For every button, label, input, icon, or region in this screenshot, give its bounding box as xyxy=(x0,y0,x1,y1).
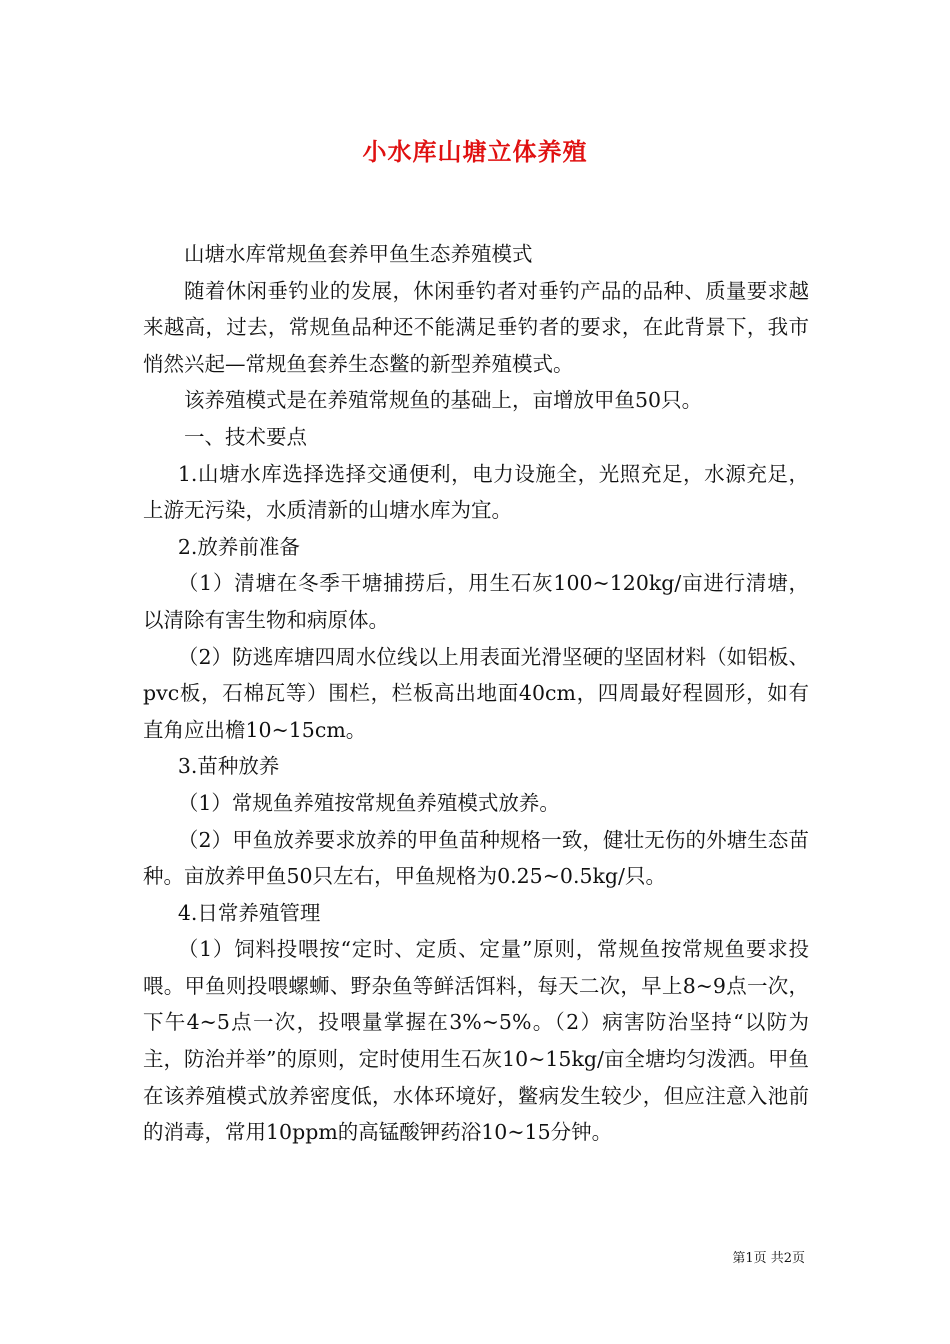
page-number: 第1页 共2页 xyxy=(732,1251,805,1266)
document-title: 小水库山塘立体养殖 xyxy=(362,137,588,166)
paragraph-intro: 随着休闲垂钓业的发展，休闲垂钓者对垂钓产品的品种、质量要求越来越高，过去，常规鱼品种还不能满足垂钓者的要求，在此背景下，我市悄然兴起—常规鱼套养生态鳖的新型养殖模式。 xyxy=(143,278,809,376)
subheading-stocking: 3.苗种放养 xyxy=(177,754,280,779)
section-heading-tech: 一、技术要点 xyxy=(184,424,307,449)
paragraph-turtle-stocking: （2）甲鱼放养要求放养的甲鱼苗种规格一致，健壮无伤的外塘生态苗种。亩放养甲鱼50只左右，甲鱼规格为0.25~0.5kg/只。 xyxy=(143,827,809,889)
paragraph-subtitle: 山塘水库常规鱼套养甲鱼生态养殖模式 xyxy=(184,242,533,266)
paragraph-escape-prevention: （2）防逃库塘四周水位线以上用表面光滑坚硬的坚固材料（如铝板、pvc板，石棉瓦等）围栏，栏板高出地面40cm，四周最好程圆形，如有直角应出檐10~15cm。 xyxy=(143,644,809,742)
document-body xyxy=(143,236,809,1151)
paragraph-site-selection: 1.山塘水库选择选择交通便利，电力设施全，光照充足，水源充足，上游无污染，水质清新的山塘水库为宜。 xyxy=(143,461,809,523)
subheading-daily-management: 4.日常养殖管理 xyxy=(177,900,321,925)
subheading-preparation: 2.放养前准备 xyxy=(177,534,300,559)
paragraph-mode: 该养殖模式是在养殖常规鱼的基础上，亩增放甲鱼50只。 xyxy=(184,388,703,413)
paragraph-regular-fish: （1）常规鱼养殖按常规鱼养殖模式放养。 xyxy=(177,790,560,815)
paragraph-feeding-disease: （1）饲料投喂按“定时、定质、定量”原则，常规鱼按常规鱼要求投喂。甲鱼则投喂螺蛳、野杂鱼等鲜活饵料，每天二次，早上8~9点一次，下午4~5点一次，投喂量掌握在3%~5%。（2）病害防治坚持“以防为主，防治并举”的原则，定时使用生石灰10~15kg/亩全塘均匀泼洒。甲鱼在该养殖模式放养密度低，水体环境好，鳖病发生较少，但应注意入池前的消毒，常用10ppm的高锰酸钾药浴10~15分钟。 xyxy=(143,937,809,1145)
paragraph-pond-cleaning: （1）清塘在冬季干塘捕捞后，用生石灰100~120kg/亩进行清塘，以清除有害生物和病原体。 xyxy=(143,571,809,632)
